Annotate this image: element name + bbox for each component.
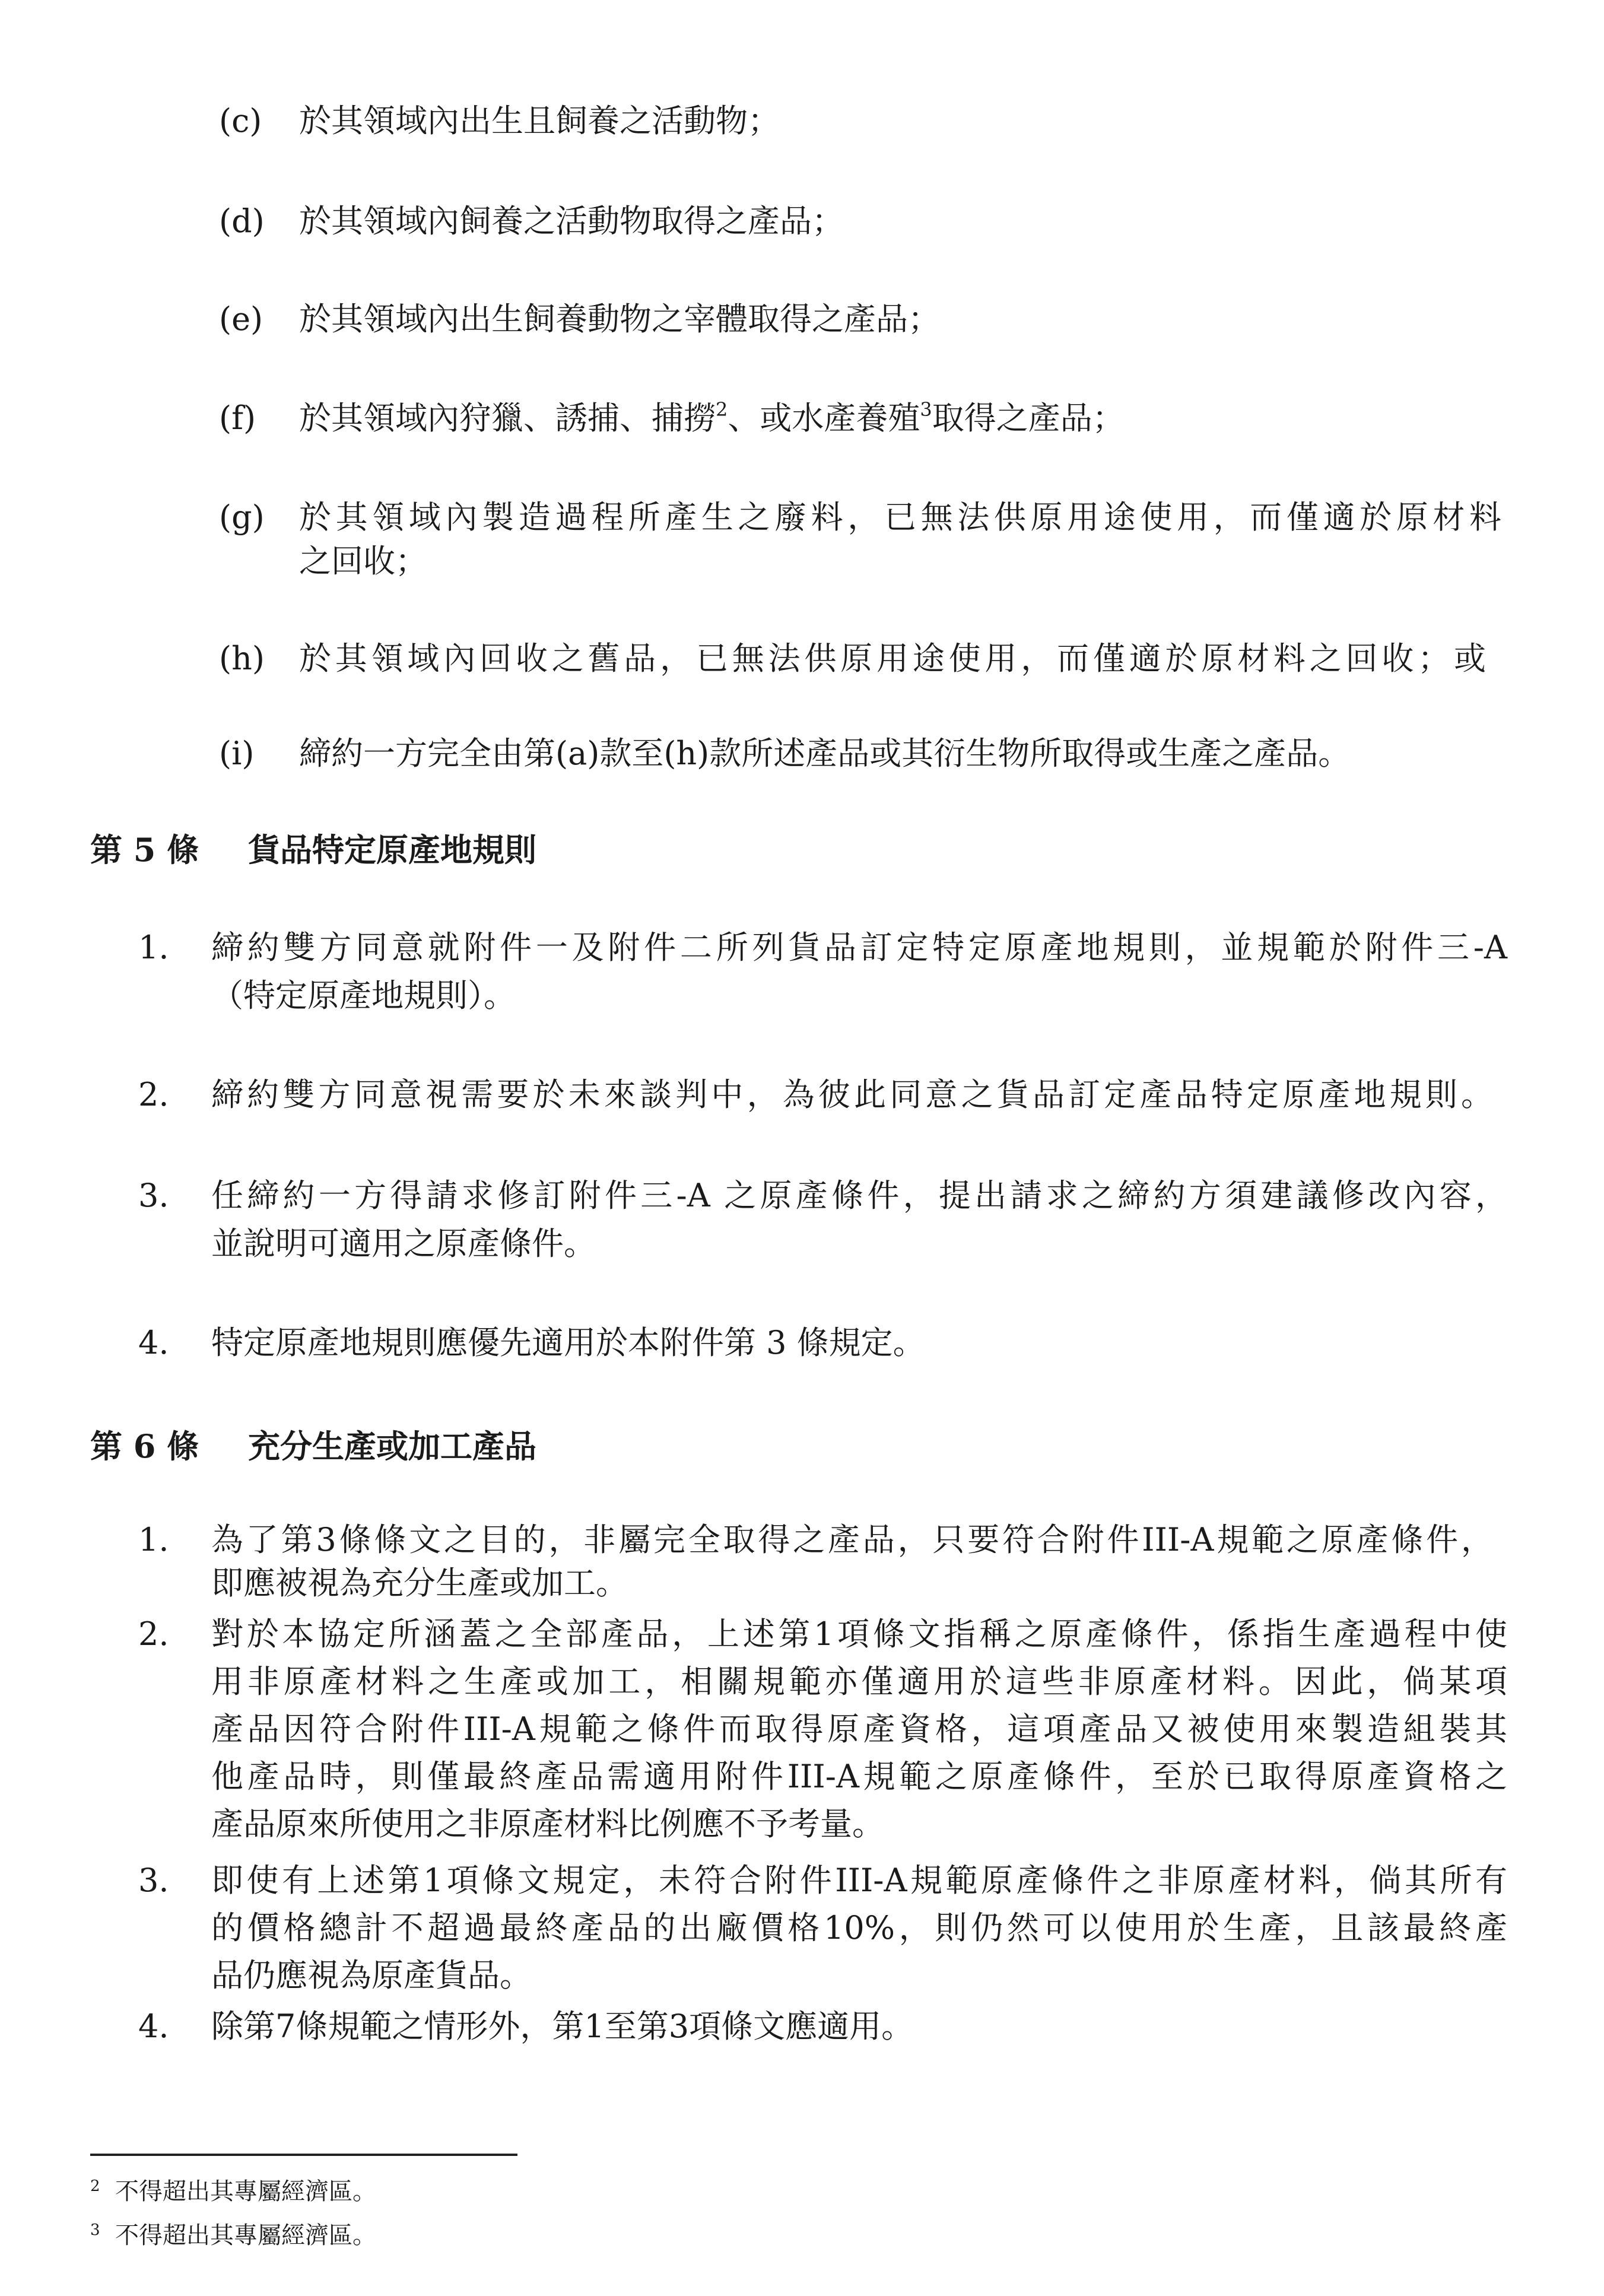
item-label: 1.: [138, 929, 169, 966]
item-text-line: （特定原產地規則）。: [211, 977, 516, 1014]
item-text: 於其領域內出生且飼養之活動物；: [299, 102, 780, 139]
footnote-2: [90, 2177, 376, 2206]
footnote-ref[interactable]: 2: [716, 398, 728, 421]
item-text: 締約一方完全由第(a)款至(h)款所述產品或其衍生物所取得或生產之產品。: [299, 735, 1351, 772]
item-text-line: 於其領域內製造過程所產生之廢料，已無法供原用途使用，而僅適於原材料: [299, 498, 1501, 536]
text-segment: 取得之產品；: [932, 399, 1125, 437]
item-text-line: 對於本協定所涵蓋之全部產品，上述第1項條文指稱之原產條件，係指生產過程中使: [211, 1615, 1507, 1653]
item-text-line: 他產品時，則僅最終產品需適用附件III-A規範之原產條件，至於已取得原產資格之: [211, 1758, 1507, 1795]
item-label: 2.: [138, 1615, 169, 1653]
item-text: 於其領域內飼養之活動物取得之產品；: [299, 202, 844, 240]
item-text-line: 之回收；: [299, 542, 427, 580]
footnote-text: 不得超出其專屬經濟區。: [115, 2222, 376, 2249]
footnote-ref[interactable]: 3: [920, 398, 932, 421]
item-text: [299, 398, 1125, 437]
item-text-line: 即應被視為充分生產或加工。: [211, 1564, 628, 1602]
item-text-line: 即使有上述第1項條文規定，未符合附件III-A規範原產條件之非原產材料，倘其所有: [211, 1862, 1507, 1899]
item-text-line: 特定原產地規則應優先適用於本附件第 3 條規定。: [211, 1324, 925, 1361]
item-text-line: 產品因符合附件III-A規範之條件而取得原產資格，這項產品又被使用來製造組裝其: [211, 1710, 1507, 1748]
item-label: 4.: [138, 1324, 169, 1361]
item-label: 2.: [138, 1076, 169, 1113]
item-label: (h): [219, 640, 265, 677]
item-text-line: 產品原來所使用之非原產材料比例應不予考量。: [211, 1805, 884, 1843]
item-label: (e): [219, 300, 263, 338]
text-segment: 、或水產養殖: [728, 399, 920, 437]
item-label: 3.: [138, 1862, 169, 1899]
item-label: 4.: [138, 2008, 169, 2045]
footnote-mark: 3: [90, 2221, 100, 2239]
item-label: (i): [219, 735, 255, 772]
item-label: 1.: [138, 1521, 169, 1558]
item-text-line: 品仍應視為原產貨品。: [211, 1957, 532, 1994]
footnote-separator: [90, 2154, 517, 2156]
item-label: (d): [219, 202, 265, 240]
item-label: 3.: [138, 1177, 169, 1214]
item-text-line: 並說明可適用之原產條件。: [211, 1225, 596, 1262]
article-title: 充分生產或加工產品: [248, 1427, 536, 1465]
article-title: 貨品特定原產地規則: [248, 831, 536, 869]
item-label: (c): [219, 102, 262, 139]
item-text: 於其領域內出生飼養動物之宰體取得之產品；: [299, 300, 940, 338]
text-segment: 於其領域內狩獵、誘捕、捕撈: [299, 399, 716, 437]
item-text-line: 締約雙方同意就附件一及附件二所列貨品訂定特定原產地規則，並規範於附件三-A: [211, 929, 1507, 966]
item-text: 於其領域內回收之舊品，已無法供原用途使用，而僅適於原材料之回收；或: [299, 640, 1486, 677]
footnote-text: 不得超出其專屬經濟區。: [115, 2178, 376, 2205]
article-number: 第 5 條: [90, 831, 199, 869]
item-label: (f): [219, 399, 256, 437]
item-text-line: 的價格總計不超過最終產品的出廠價格10%，則仍然可以使用於生產，且該最終產: [211, 1909, 1507, 1946]
item-text-line: 為了第3條條文之目的，非屬完全取得之產品，只要符合附件III-A規範之原產條件，: [211, 1521, 1493, 1558]
item-text-line: 締約雙方同意視需要於未來談判中，為彼此同意之貨品訂定產品特定原產地規則。: [211, 1076, 1493, 1113]
item-label: (g): [219, 498, 265, 536]
footnote-mark: 2: [90, 2177, 100, 2195]
footnote-3: [90, 2221, 376, 2250]
item-text-line: 除第7條規範之情形外，第1至第3項條文應適用。: [211, 2008, 914, 2045]
article-number: 第 6 條: [90, 1427, 199, 1465]
item-text-line: 用非原產材料之生產或加工，相關規範亦僅適用於這些非原產材料。因此，倘某項: [211, 1663, 1507, 1700]
item-text-line: 任締約一方得請求修訂附件三-A 之原產條件，提出請求之締約方須建議修改內容，: [211, 1177, 1507, 1214]
